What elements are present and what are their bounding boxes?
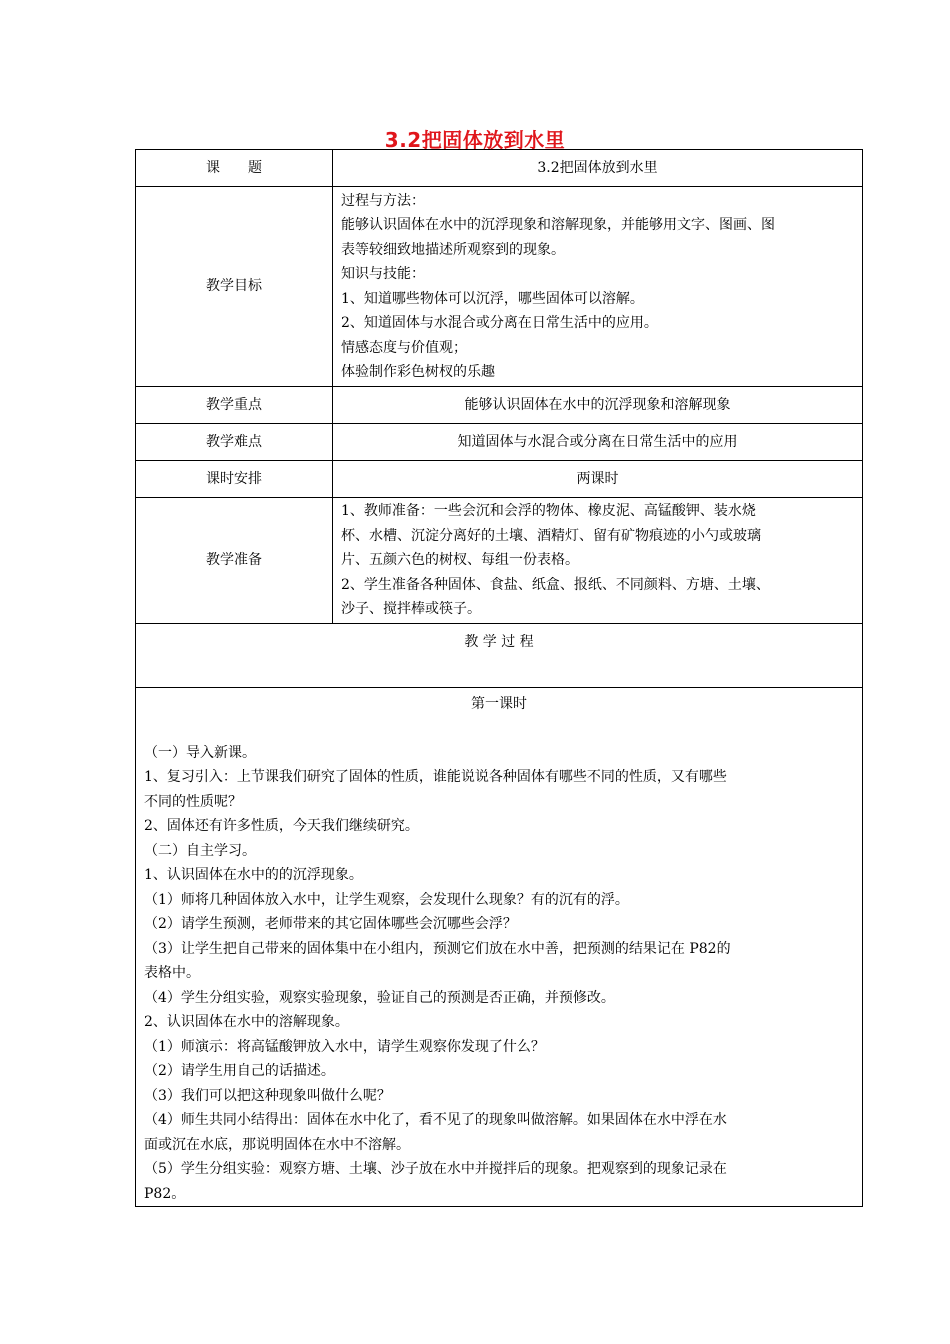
goals-line: 能够认识固体在水中的沉浮现象和溶解现象，并能够用文字、图画、图 bbox=[341, 217, 775, 233]
lesson-heading: 第一课时 bbox=[471, 696, 527, 712]
lesson-line: （二）自主学习。 bbox=[144, 842, 256, 859]
goals-line: 表等较细致地描述所观察到的现象。 bbox=[341, 241, 565, 258]
goals-line: 体验制作彩色树杈的乐趣 bbox=[341, 364, 495, 380]
preparation-content bbox=[333, 498, 863, 624]
preparation-line: 1、教师准备：一些会沉和会浮的物体、橡皮泥、高锰酸钾、装水烧 bbox=[341, 503, 756, 520]
lesson-line: （4）学生分组实验，观察实验现象，验证自己的预测是否正确，并预修改。 bbox=[144, 989, 615, 1006]
goals-content bbox=[333, 187, 863, 387]
row-process-header bbox=[136, 624, 863, 688]
row-key-point bbox=[136, 387, 863, 424]
goals-line: 情感态度与价值观； bbox=[341, 339, 467, 356]
process-header: 教 学 过 程 bbox=[136, 624, 863, 688]
lesson-line: 表格中。 bbox=[144, 965, 200, 981]
key-point-value: 能够认识固体在水中的沉浮现象和溶解现象 bbox=[333, 387, 863, 424]
blank-line bbox=[144, 717, 854, 741]
topic-label: 课 题 bbox=[136, 150, 333, 187]
lesson-plan-table bbox=[135, 149, 863, 1207]
lesson-line: 面或沉在水底，那说明固体在水中不溶解。 bbox=[144, 1136, 410, 1153]
goals-line: 1、知道哪些物体可以沉浮，哪些固体可以溶解。 bbox=[341, 290, 644, 307]
lesson-content bbox=[136, 688, 863, 1207]
topic-value: 3.2把固体放到水里 bbox=[333, 150, 863, 187]
lesson-line: P82。 bbox=[144, 1185, 186, 1202]
page-title: 3.2把固体放到水里 bbox=[384, 128, 566, 152]
lesson-line: （3）让学生把自己带来的固体集中在小组内，预测它们放在水中善，把预测的结果记在 P82的 bbox=[144, 940, 731, 957]
row-preparation bbox=[136, 498, 863, 624]
preparation-line: 片、五颜六色的树杈、每组一份表格。 bbox=[341, 552, 579, 569]
goals-line: 2、知道固体与水混合或分离在日常生活中的应用。 bbox=[341, 315, 658, 331]
row-goals bbox=[136, 187, 863, 387]
lesson-line: （2）请学生预测，老师带来的其它固体哪些会沉哪些会浮？ bbox=[144, 916, 517, 932]
lesson-line: 2、认识固体在水中的溶解现象。 bbox=[144, 1014, 349, 1030]
lesson-line: （2）请学生用自己的话描述。 bbox=[144, 1063, 335, 1079]
schedule-value: 两课时 bbox=[333, 461, 863, 498]
difficulty-value: 知道固体与水混合或分离在日常生活中的应用 bbox=[333, 424, 863, 461]
lesson-line: （1）师将几种固体放入水中，让学生观察，会发现什么现象？有的沉有的浮。 bbox=[144, 891, 629, 908]
lesson-line: （5）学生分组实验：观察方塘、土壤、沙子放在水中并搅拌后的现象。把观察到的现象记录在 bbox=[144, 1161, 727, 1177]
row-schedule bbox=[136, 461, 863, 498]
preparation-line: 2、学生准备各种固体、食盐、纸盒、报纸、不同颜料、方塘、土壤、 bbox=[341, 576, 770, 593]
lesson-line: 2、固体还有许多性质，今天我们继续研究。 bbox=[144, 818, 419, 834]
lesson-line: 1、复习引入：上节课我们研究了固体的性质，谁能说说各种固体有哪些不同的性质，又有哪些 bbox=[144, 769, 727, 785]
goals-line: 过程与方法： bbox=[341, 192, 425, 209]
preparation-line: 沙子、搅拌棒或筷子。 bbox=[341, 601, 481, 618]
lesson-line: 不同的性质呢？ bbox=[144, 793, 242, 810]
lesson-line: （3）我们可以把这种现象叫做什么呢？ bbox=[144, 1087, 391, 1104]
goals-label: 教学目标 bbox=[136, 187, 333, 387]
lesson-line: （一）导入新课。 bbox=[144, 744, 256, 761]
row-difficulty bbox=[136, 424, 863, 461]
lesson-line: （1）师演示：将高锰酸钾放入水中，请学生观察你发现了什么？ bbox=[144, 1038, 545, 1055]
lesson-line: （4）师生共同小结得出：固体在水中化了，看不见了的现象叫做溶解。如果固体在水中浮在水 bbox=[144, 1112, 727, 1128]
difficulty-label: 教学难点 bbox=[136, 424, 333, 461]
schedule-label: 课时安排 bbox=[136, 461, 333, 498]
lesson-line: 1、认识固体在水中的的沉浮现象。 bbox=[144, 867, 363, 883]
row-topic bbox=[136, 150, 863, 187]
preparation-line: 杯、水槽、沉淀分离好的土壤、酒精灯、留有矿物痕迹的小勺或玻璃 bbox=[341, 527, 761, 544]
goals-line: 知识与技能： bbox=[341, 266, 425, 282]
row-lesson bbox=[136, 688, 863, 1207]
key-point-label: 教学重点 bbox=[136, 387, 333, 424]
preparation-label: 教学准备 bbox=[136, 498, 333, 624]
